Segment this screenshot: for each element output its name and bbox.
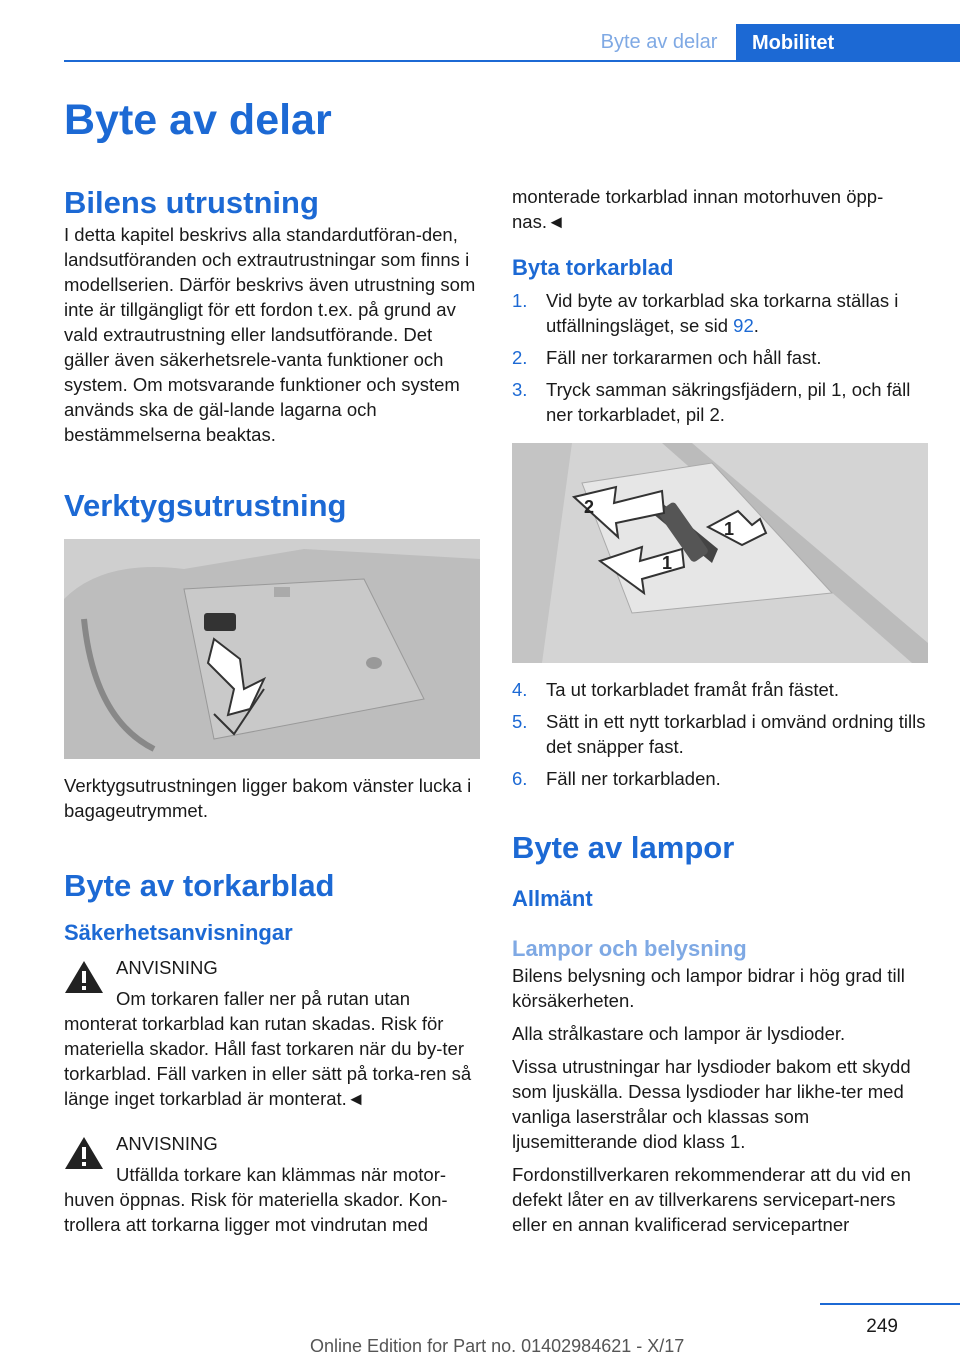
wiper-illustration [512, 443, 928, 663]
step-number: 4. [512, 679, 528, 700]
step-text: Sätt in ett nytt torkarblad i omvänd ordning tills det snäpper fast. [546, 711, 926, 757]
step-text: Fäll ner torkararmen och håll fast. [546, 347, 822, 368]
page-title: Byte av delar [64, 96, 332, 144]
trunk-illustration [64, 539, 480, 759]
heading-lampor-belysning: Lampor och belysning [512, 936, 747, 961]
step-number: 6. [512, 768, 528, 789]
warning-label-2: ANVISNING [116, 1133, 218, 1154]
warning-box-1 [64, 955, 480, 1111]
step-number: 3. [512, 379, 528, 400]
warning-text-1: Om torkaren faller ner på rutan utan monterat torkarblad kan rutan skadas. Risk för materiella skador. Håll fast torkaren när du by-ter torkarblad. Fäll varken in eller sätt på torka-ren så länge inget torkarblad är monterat.◄ [64, 988, 472, 1109]
paragraph-continued: monterade torkarblad innan motorhuven öpp-nas.◄ [512, 186, 884, 232]
heading-allmant: Allmänt [512, 886, 593, 911]
svg-text:2: 2 [584, 497, 595, 517]
paragraph-lamp-1: Bilens belysning och lampor bidrar i hög grad till körsäkerheten. [512, 965, 905, 1011]
header-section-tab[interactable]: Byte av delar [600, 30, 718, 53]
heading-byta-torkarblad: Byta torkarblad [512, 255, 674, 280]
page-number: 249 [866, 1316, 898, 1337]
warning-triangle-icon [64, 959, 104, 995]
svg-text:1: 1 [724, 519, 735, 539]
step-text: Vid byte av torkarblad ska torkarna ställas i utfällningsläget, se sid 92. [546, 290, 899, 336]
header-chapter-tab[interactable]: Mobilitet [736, 24, 960, 62]
wiper-image [512, 443, 928, 663]
trunk-image [64, 539, 480, 759]
paragraph-verktyg: Verktygsutrustningen ligger bakom vänster lucka i bagageutrymmet. [64, 775, 472, 821]
paragraph-lamp-4: Fordonstillverkaren rekommenderar att du vid en defekt låter en av tillverkarens servicepart-ners eller en annan kvalificerad servicepartner [512, 1164, 911, 1235]
paragraph-lamp-3: Vissa utrustningar har lysdioder bakom ett skydd som ljuskälla. Dessa lysdioder har likhe-ter med vanliga laserstrålar och klassas som ljusemitterande diod klass 1. [512, 1056, 911, 1152]
heading-verktygsutrustning: Verktygsutrustning [64, 488, 347, 523]
heading-byte-lampor: Byte av lampor [512, 830, 735, 865]
step-number: 2. [512, 347, 528, 368]
step-number: 5. [512, 711, 528, 732]
list-item [512, 345, 928, 370]
warning-box-2 [64, 1131, 480, 1237]
warning-label-1: ANVISNING [116, 957, 218, 978]
paragraph-bilens: I detta kapitel beskrivs alla standardutföran-den, landsutföranden och extrautrustningar som finns i modellserien. Därför beskrivs även utrustning som inte är tillgängligt för ett fordon t.ex. på grund av vald extrautrustning eller landsutförande. Det gäller även säkerhetsrele-vanta funktioner och system. Om motsvarande funktioner och system används ska de gäl-lande lagarna och bestämmelserna beaktas. [64, 224, 476, 445]
paragraph-lamp-2: Alla strålkastare och lampor är lysdioder. [512, 1023, 846, 1044]
heading-bilens-utrustning: Bilens utrustning [64, 185, 319, 220]
warning-text-2: Utfällda torkare kan klämmas när motor-huven öppnas. Risk för materiella skador. Kon-trollera att torkarna ligger mot vindrutan med [64, 1164, 448, 1235]
list-item [512, 377, 928, 427]
svg-text:1: 1 [662, 553, 673, 573]
step-text: Fäll ner torkarbladen. [546, 768, 721, 789]
steps-list-2 [512, 677, 928, 791]
list-item [512, 288, 928, 338]
step-text: Ta ut torkarbladet framåt från fästet. [546, 679, 840, 700]
steps-list-1 [512, 288, 928, 427]
edition-text: Online Edition for Part no. 01402984621 - X/17 [310, 1336, 685, 1356]
warning-triangle-icon [64, 1135, 104, 1171]
left-column [64, 184, 480, 1237]
heading-sakerhetsanvisningar: Säkerhetsanvisningar [64, 920, 293, 945]
footer-rule [820, 1303, 960, 1305]
step-text: Tryck samman säkringsfjädern, pil 1, och fäll ner torkarbladet, pil 2. [546, 379, 911, 425]
list-item [512, 677, 928, 702]
step-number: 1. [512, 290, 528, 311]
list-item [512, 709, 928, 759]
heading-byte-torkarblad: Byte av torkarblad [64, 868, 335, 903]
header-rule [64, 60, 960, 62]
list-item [512, 766, 928, 791]
page-link[interactable]: 92 [733, 315, 754, 336]
right-column [512, 184, 928, 1237]
